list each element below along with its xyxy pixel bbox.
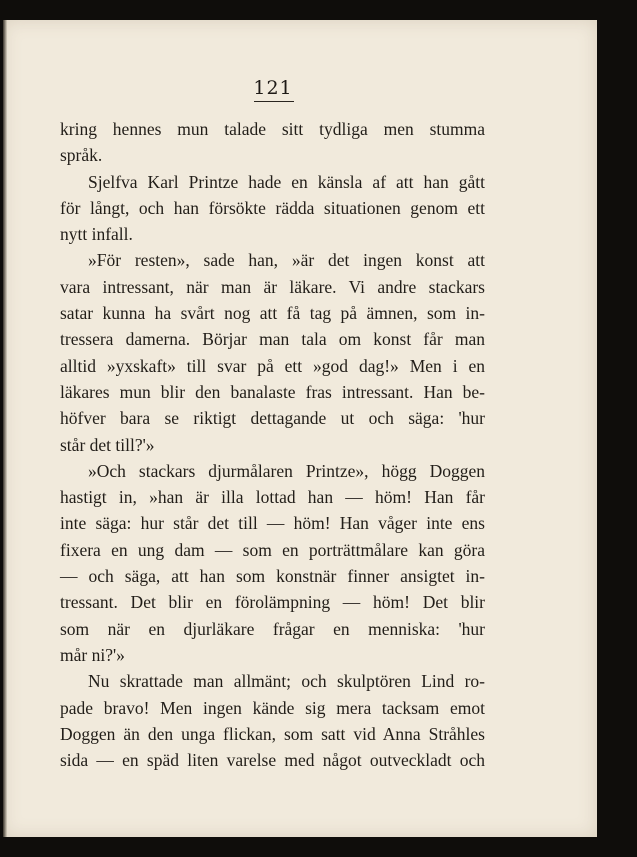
text-line: Doggen än den unga flickan, som satt vid Anna Stråhles [60,723,485,744]
text-line: hastigt in, »han är illa lottad han — höm! Han får [60,487,485,508]
text-line: tressera damerna. Börjar man tala om konst får man [60,329,485,350]
text-line: »Och stackars djurmålaren Printze», högg Doggen [88,460,485,481]
text-line: nytt infall. [60,224,133,245]
text-line: tressant. Det blir en förolämpning — höm! Det blir [60,592,485,613]
book-page [3,20,597,837]
text-line: — och säga, att han som konstnär finner ansigtet in- [60,566,485,587]
text-line: inte säga: hur står det till — höm! Han våger inte ens [60,513,485,534]
text-line: alltid »yxskaft» till svar på ett »god dag!» Men i en [60,355,485,376]
text-line: språk. [60,145,103,166]
page-number-rule [254,101,294,102]
text-line: Sjelfva Karl Printze hade en känsla af att han gått [88,171,485,192]
text-line: pade bravo! Men ingen kände sig mera tacksam emot [60,697,485,718]
text-line: »För resten», sade han, »är det ingen konst att [88,250,485,271]
page-number: 121 [253,77,293,99]
body-text [60,116,485,773]
text-line: mår ni?'» [60,644,125,665]
page-spine-shadow [3,20,7,837]
text-line: satar kunna ha svårt nog att få tag på ämnen, som in- [60,303,485,324]
text-line: som när en djurläkare frågar en menniska: 'hur [60,618,485,639]
text-line: höfver bara se riktigt dettagande ut och säga: 'hur [60,408,485,429]
text-line: står det till?'» [60,434,155,455]
text-line: fixera en ung dam — som en porträttmålare kan göra [60,539,485,560]
text-line: för långt, och han försökte rädda situationen genom ett [60,197,485,218]
text-line: kring hennes mun talade sitt tydliga men stumma [60,119,485,139]
text-line: läkares mun blir den banalaste fras intressant. Han be- [60,381,485,402]
text-line: Nu skrattade man allmänt; och skulptören Lind ro- [88,671,485,692]
text-line: sida — en späd liten varelse med något outveckladt och [60,750,485,771]
text-line: vara intressant, när man är läkare. Vi andre stackars [60,276,485,297]
